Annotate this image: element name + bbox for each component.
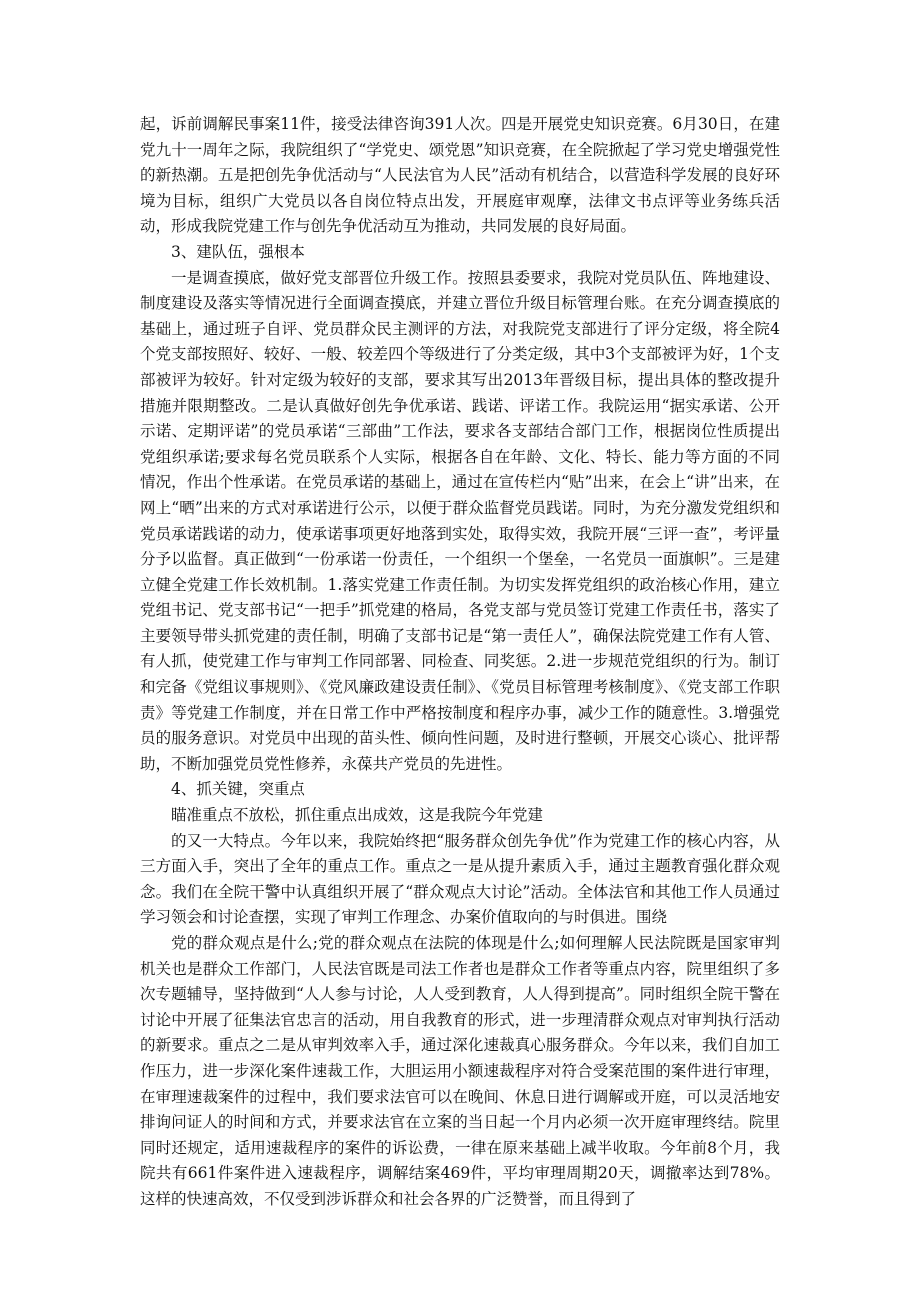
- paragraph-continuation: 起，诉前调解民事案11件，接受法律咨询391人次。四是开展党史知识竞赛。6月30日，在建党九十一周年之际，我院组织了“学党史、颂党恩”知识竞赛，在全院掀起了学习党史增强党性的新热潮。五是把创先争优活动与“人民法官为人民”活动有机结合，以营造科学发展的良好环境为目标，组织广大党员以各自岗位特点出发，开展庭审观摩，法律文书点评等业务练兵活动，形成我院党建工作与创先争优活动互为推动，共同发展的良好局面。: [140, 115, 780, 236]
- paragraph-team-building: 一是调查摸底，做好党支部晋位升级工作。按照县委要求，我院对党员队伍、阵地建设、制度建设及落实等情况进行全面调查摸底，并建立晋位升级目标管理台账。在充分调查摸底的基础上，通过班子自评、党员群众民主测评的方法，对我院党支部进行了评分定级，将全院4个党支部按照好、较好、一般、较差四个等级进行了分类定级，其中3个支部被评为好，1个支部被评为较好。针对定级为较好的支部，要求其写出2013年晋级目标，提出具体的整改提升措施并限期整改。二是认真做好创先争优承诺、践诺、评诺工作。我院运用“据实承诺、公开示诺、定期评诺”的党员承诺“三部曲”工作法，要求各支部结合部门工作，根据岗位性质提出党组织承诺;要求每名党员联系个人实际，根据各自在年龄、文化、特长、能力等方面的不同情况，作出个性承诺。在党员承诺的基础上，通过在宣传栏内“贴”出来，在会上“讲”出来，在网上“晒”出来的方式对承诺进行公示，以便于群众监督党员践诺。同时，为充分激发党组织和党员承诺践诺的动力，使承诺事项更好地落到实处，取得实效，我院开展“三评一查”，考评量分予以监督。真正做到“一份承诺一份责任，一个组织一个堡垒，一名党员一面旗帜”。三是建立健全党建工作长效机制。1.落实党建工作责任制。为切实发挥党组织的政治核心作用，建立党组书记、党支部书记“一把手”抓党建的格局，各党支部与党员签订党建工作责任书，落实了主要领导带头抓党建的责任制，明确了支部书记是“第一责任人”，确保法院党建工作有人管、有人抓，使党建工作与审判工作同部署、同检查、同奖惩。2.进一步规范党组织的行为。制订和完备《党组议事规则》、《党风廉政建设责任制》、《党员目标管理考核制度》、《党支部工作职责》等党建工作制度，并在日常工作中严格按制度和程序办事，减少工作的随意性。3.增强党员的服务意识。对党员中出现的苗头性、倾向性问题，及时进行整顿，开展交心谈心、批评帮助，不断加强党员党性修养，永葆共产党员的先进性。: [140, 268, 780, 773]
- paragraph-key-focus-intro: 瞄准重点不放松，抓住重点出成效，这是我院今年党建: [171, 806, 544, 825]
- paragraph-key-focus-body: 的又一大特点。今年以来，我院始终把“服务群众创先争优”作为党建工作的核心内容，从三方面入手，突出了全年的重点工作。重点之一是从提升素质入手，通过主题教育强化群众观念。我们在全院干警中认真组织开展了“群众观点大讨论”活动。全体法官和其他工作人员通过学习领会和讨论查摆，实现了审判工作理念、办案价值取向的与时俱进。围绕: [140, 831, 780, 927]
- document-page: [140, 112, 780, 1213]
- section-heading-3: 3、建队伍，强根本: [171, 242, 305, 261]
- paragraph-mass-viewpoint: 党的群众观点是什么;党的群众观点在法院的体现是什么;如何理解人民法院既是国家审判机关也是群众工作部门，人民法官既是司法工作者也是群众工作者等重点内容，院里组织了多次专题辅导，坚持做到“人人参与讨论，人人受到教育，人人得到提高”。同时组织全院干警在讨论中开展了征集法官忠言的活动，用自我教育的形式，进一步理清群众观点对审判执行活动的新要求。重点之二是从审判效率入手，通过深化速裁真心服务群众。今年以来，我们自加工作压力，进一步深化案件速裁工作，大胆运用小额速裁程序对符合受案范围的案件进行审理，在审理速裁案件的过程中，我们要求法官可以在晚间、休息日进行调解或开庭，可以灵活地安排询问证人的时间和方式，并要求法官在立案的当日起一个月内必须一次开庭审理终结。院里同时还规定，适用速裁程序的案件的诉讼费，一律在原来基础上减半收取。今年前8个月，我院共有661件案件进入速裁程序，调解结案469件，平均审理周期20天，调撤率达到78%。这样的快速高效，不仅受到涉诉群众和社会各界的广泛赞誉，而且得到了: [140, 934, 780, 1208]
- section-heading-4: 4、抓关键，突重点: [171, 780, 305, 799]
